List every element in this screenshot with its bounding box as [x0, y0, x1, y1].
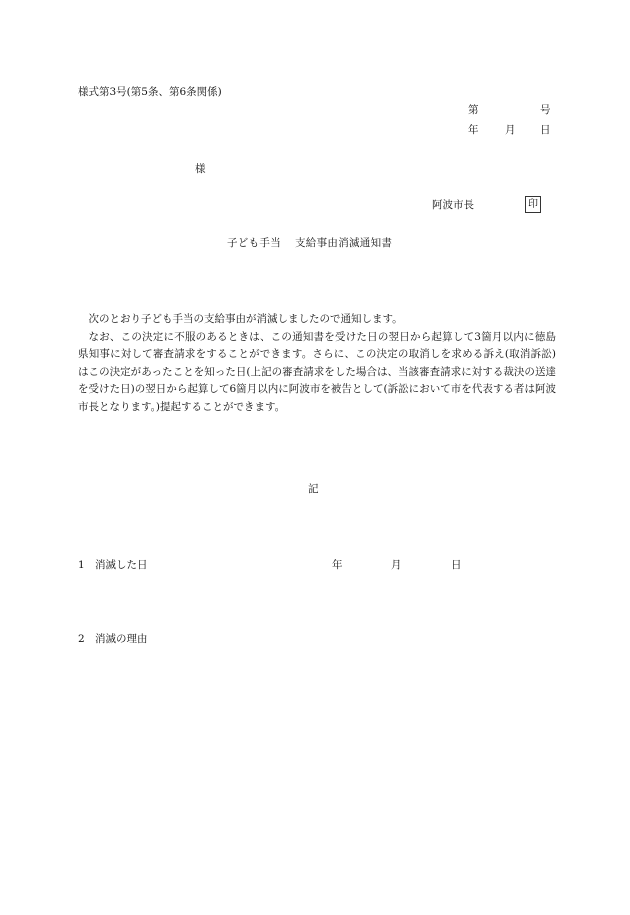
item-1-number: 1	[78, 559, 85, 571]
document-number-prefix: 第	[468, 104, 479, 116]
item-1-year: 年	[332, 559, 343, 571]
title-part-2: 支給事由消滅通知書	[295, 237, 393, 249]
issue-date-day: 日	[540, 124, 551, 136]
record-heading: 記	[308, 483, 319, 495]
issue-date-year: 年	[468, 124, 479, 136]
seal-mark: 印	[525, 196, 541, 213]
item-2-number: 2	[78, 633, 85, 645]
document-number-suffix: 号	[540, 104, 551, 116]
issue-date-month: 月	[505, 124, 516, 136]
title-part-1: 子ども手当	[227, 237, 281, 249]
sender-name: 阿波市長	[432, 199, 474, 211]
body-paragraph: 次のとおり子ども手当の支給事由が消滅しましたので通知します。	[88, 313, 403, 325]
document-title	[227, 236, 392, 250]
item-1-day: 日	[451, 559, 462, 571]
body-text	[78, 311, 556, 416]
item-1-label: 消滅した日	[95, 559, 148, 571]
item-2-label: 消滅の理由	[95, 633, 148, 645]
form-number: 様式第3号(第5条、第6条関係)	[78, 86, 222, 98]
addressee-honorific: 様	[195, 163, 206, 175]
body-paragraph: なお、この決定に不服のあるときは、この通知書を受けた日の翌日から起算して3箇月以内に徳島県知事に対して審査請求をすることができます。さらに、この決定の取消しを求める訴え(取消訴訟)はこの決定があったことを知った日(上記の審査請求をした場合は、当該審査請求に対する裁決の送達を受けた日)の翌日から起算して6箇月以内に阿波市を被告として(訴訟において市を代表する者は阿波市長となります。)提起することができます。	[78, 330, 556, 413]
item-1-month: 月	[391, 559, 402, 571]
